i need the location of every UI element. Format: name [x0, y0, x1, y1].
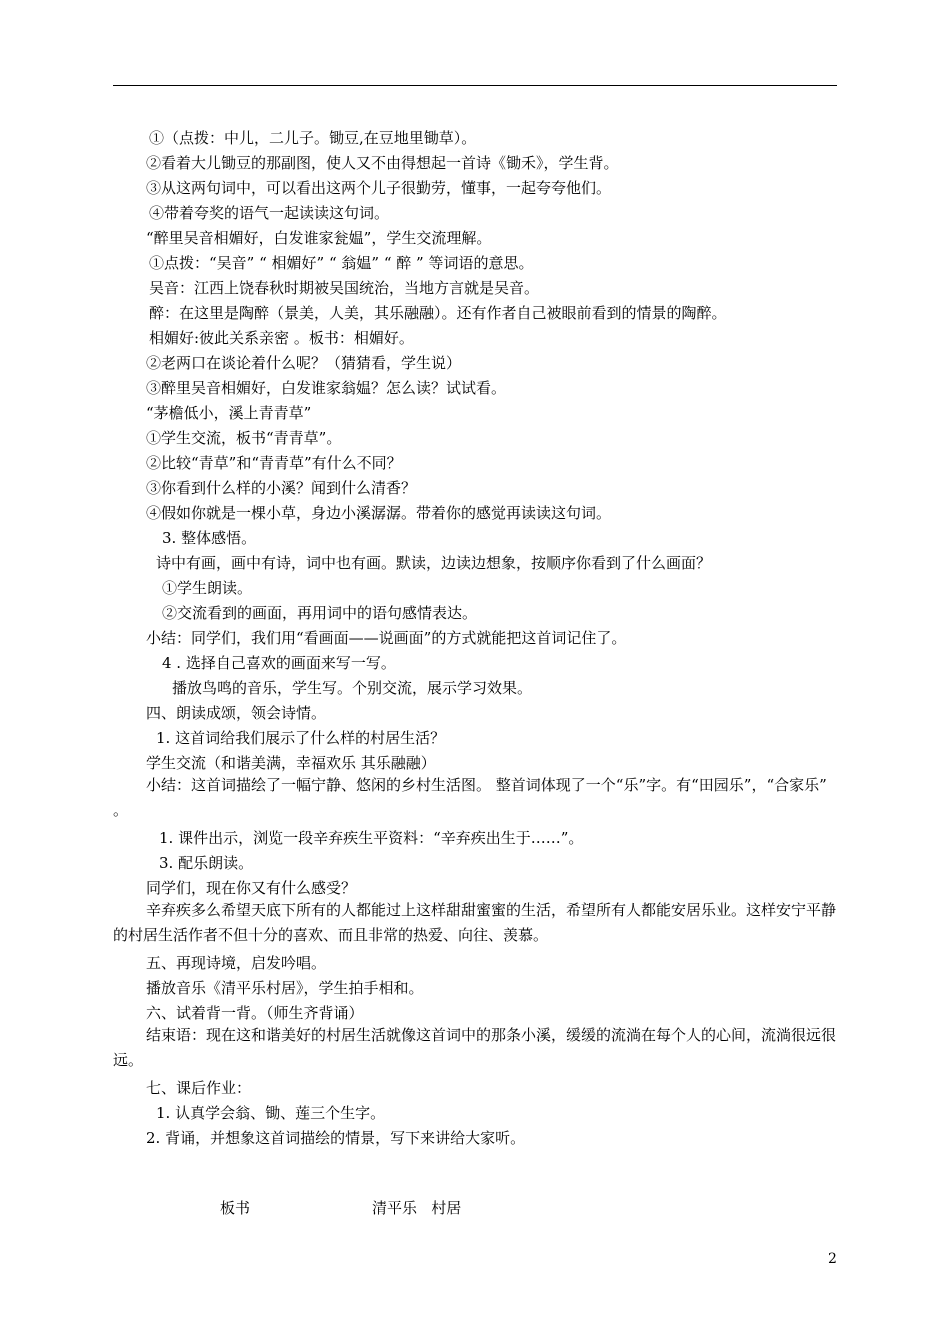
- text-line: ③从这两句词中，可以看出这两个儿子很勤劳，懂事，一起夸夸他们。: [146, 179, 612, 197]
- text-paragraph: 结束语：现在这和谐美好的村居生活就像这首词中的那条小溪，缓缓的流淌在每个人的心间，流淌很远很远。: [113, 1026, 837, 1069]
- text-paragraph: 辛弃疾多么希望天底下所有的人都能过上这样甜甜蜜蜜的生活，希望所有人都能安居乐业。这样安宁平静的村居生活作者不但十分的喜欢、而且非常的热爱、向往、羡慕。: [113, 901, 837, 944]
- text-line: 4 . 选择自己喜欢的画面来写一写。: [162, 654, 396, 672]
- text-line: ②比较“青草”和“青青草”有什么不同？: [146, 454, 402, 472]
- board-title: 清平乐 村居: [372, 1199, 462, 1217]
- page-number: 2: [828, 1251, 837, 1267]
- text-line: ①（点拨：中儿，二儿子。锄豆,在豆地里锄草）。: [149, 129, 477, 147]
- text-line: ③你看到什么样的小溪？闻到什么清香？: [146, 479, 417, 497]
- text-line: 3. 整体感悟。: [162, 529, 257, 547]
- text-line: 3. 配乐朗读。: [159, 854, 254, 872]
- text-line: ④假如你就是一棵小草，身边小溪潺潺。带着你的感觉再读读这句词。: [146, 504, 612, 522]
- text-line: 播放音乐《清平乐村居》，学生拍手相和。: [146, 979, 424, 997]
- text-line: 醉：在这里是陶醉（景美，人美，其乐融融）。还有作者自己被眼前看到的情景的陶醉。: [149, 304, 727, 322]
- text-line: 1. 课件出示，浏览一段辛弃疾生平资料：“辛弃疾出生于……”。: [159, 829, 584, 847]
- text-line: 1. 这首词给我们展示了什么样的村居生活？: [156, 729, 446, 747]
- text-line: 播放鸟鸣的音乐，学生写。个别交流，展示学习效果。: [172, 679, 533, 697]
- text-line: 小结：同学们，我们用“看画面——说画面”的方式就能把这首词记住了。: [146, 629, 627, 647]
- text-line: 诗中有画，画中有诗，词中也有画。默读，边读边想象，按顺序你看到了什么画面？: [156, 554, 712, 572]
- text-line: ②老两口在谈论着什么呢？（猜猜看，学生说）: [146, 354, 462, 372]
- text-line: 同学们，现在你又有什么感受？: [146, 879, 357, 897]
- text-line: “茅檐低小，溪上青青草”: [146, 404, 312, 422]
- text-line: “醉里吴音相媚好，白发谁家瓮媪”，学生交流理解。: [146, 229, 492, 247]
- text-line: ②看着大儿锄豆的那副图，使人又不由得想起一首诗《锄禾》，学生背。: [146, 154, 619, 172]
- text-line: 学生交流（和谐美满，幸福欢乐 其乐融融）: [146, 754, 436, 772]
- text-line: 吴音：江西上饶春秋时期被吴国统治，当地方言就是吴音。: [149, 279, 540, 297]
- board-label: 板书: [220, 1199, 251, 1217]
- text-paragraph: 小结：这首词描绘了一幅宁静、悠闲的乡村生活图。 整首词体现了一个“乐”字。有“田园乐”，“合家乐” 。: [113, 776, 827, 819]
- text-line: ②交流看到的画面，再用词中的语句感情表达。: [162, 604, 478, 622]
- text-line: ①学生交流，板书“青青草”。: [146, 429, 342, 447]
- text-line: ①点拨：“吴音” “ 相媚好” “ 翁媪” “ 醉 ” 等词语的意思。: [149, 254, 534, 272]
- text-line: 七、课后作业：: [146, 1079, 252, 1097]
- header-rule: [113, 85, 837, 86]
- text-line: 1. 认真学会翁、锄、莲三个生字。: [156, 1104, 386, 1122]
- text-line: ④带着夸奖的语气一起读读这句词。: [149, 204, 390, 222]
- text-line: ①学生朗读。: [162, 579, 253, 597]
- text-line: 四、朗读成颂，领会诗情。: [146, 704, 327, 722]
- text-line: 相媚好:彼此关系亲密 。板书：相媚好。: [149, 329, 414, 347]
- text-line: 2. 背诵，并想象这首词描绘的情景，写下来讲给大家听。: [146, 1129, 526, 1147]
- text-line: 五、再现诗境，启发吟唱。: [146, 954, 327, 972]
- text-line: ③醉里吴音相媚好，白发谁家翁媪？怎么读？试试看。: [146, 379, 507, 397]
- text-line: 六、试着背一背。（师生齐背诵）: [146, 1004, 364, 1022]
